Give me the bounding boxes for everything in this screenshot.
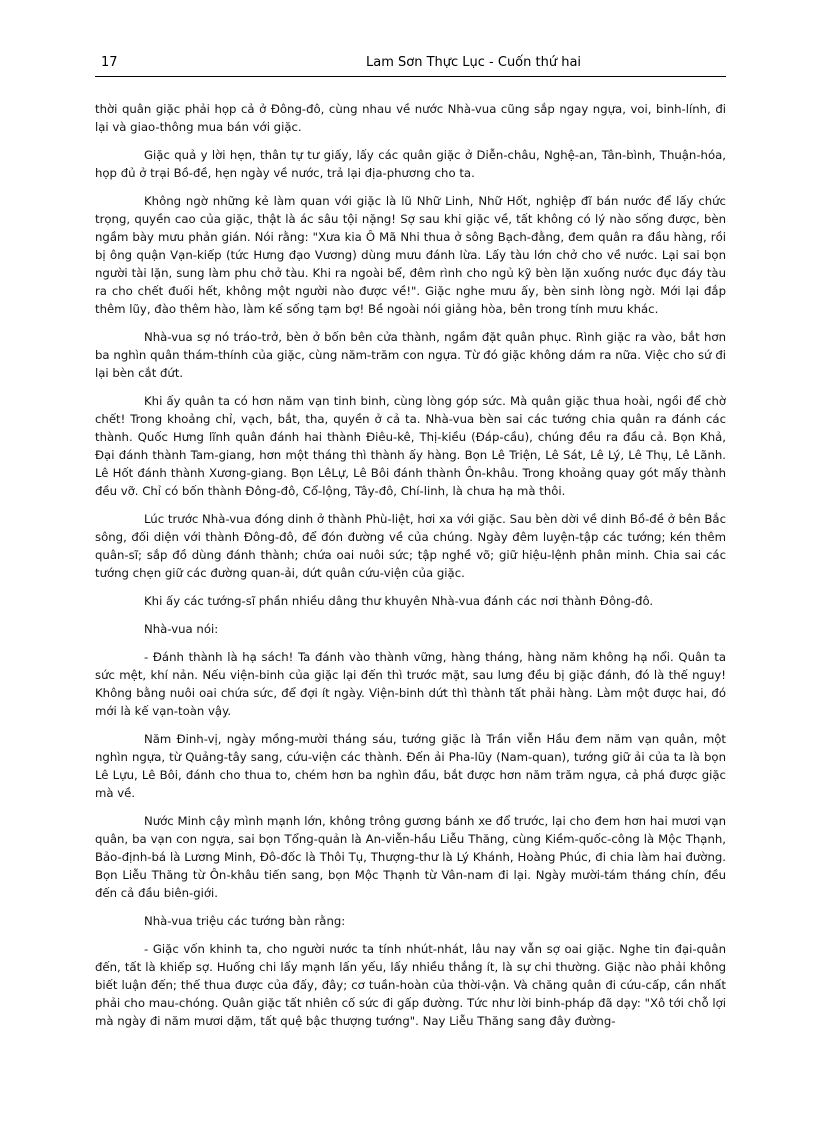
paragraph: Nhà-vua sợ nó tráo-trở, bèn ở bốn bên cửa thành, ngầm đặt quân phục. Rình giặc ra vào, bắt hơn ba nghìn quân thám-thính của giặc, cùng năm-trăm con ngựa. Từ đó giặc không dám ra nữa. Việc cho sứ đi lại bèn cắt đứt. (95, 330, 726, 380)
page-number: 17 (101, 55, 118, 70)
paragraph: Không ngờ những kẻ làm quan với giặc là lũ Nhữ Linh, Nhữ Hốt, nghiệp đĩ bán nước để lấy chức trọng, quyền cao của giặc, thật là ác sâu tội nặng! Sợ sau khi giặc về, tất không có lý nào sống được, bèn ngầm bày mưu phản gián. Nói rằng: "Xưa kia Ô Mã Nhi thua ở sông Bạch-đằng, đem quân ra đầu hàng, rồi bị ông quận Vạn-kiếp (tức Hưng đạo Vương) dùng mưu đánh lừa. Lấy tàu lớn chở cho về nước. Lại sai bọn người tài lặn, sung làm phu chở tàu. Khi ra ngoài bể, đêm rình cho ngủ kỹ bèn lặn xuống nước đục đáy tàu ra cho chết đuối hết, không một người nào được về!". Giặc nghe mưu ấy, bèn sinh lòng ngờ. Mới lại đắp thêm lũy, đào thêm hào, làm kế sống tạm bợ! Bề ngoài nói giảng hòa, bên trong tính mưu khác. (95, 194, 726, 316)
paragraph: Khi ấy các tướng-sĩ phần nhiều dâng thư khuyên Nhà-vua đánh các nơi thành Đông-đô. (144, 594, 654, 608)
paragraph: thời quân giặc phải họp cả ở Đông-đô, cùng nhau về nước Nhà-vua cũng sắp ngay ngựa, voi, binh-lính, đi lại và giao-thông mua bán với giặc. (95, 102, 726, 134)
paragraph: - Giặc vốn khinh ta, cho người nước ta tính nhút-nhát, lâu nay vẫn sợ oai giặc. Nghe tin đại-quân đến, tất là khiếp sợ. Huống chi lấy mạnh lấn yếu, lấy nhiều thắng ít, là sự chi thường. Giặc nào phải không biết luận đến; thế thua được của đấy, đây; cơ tuần-hoàn của thời-vận. Và chăng quân đi cứu-cấp, cần nhất phải cho mau-chóng. Quân giặc tất nhiên cố sức đi gấp đường. Tức như lời binh-pháp đã dạy: "Xô tới chỗ lợi mà ngày đi năm mươi dặm, tất quệ bậc thượng tướng". Nay Liễu Thăng sang đây đường- (95, 942, 726, 1028)
running-title: Lam Sơn Thực Lục - Cuốn thứ hai (366, 55, 582, 70)
paragraph: Lúc trước Nhà-vua đóng dinh ở thành Phù-liệt, hơi xa với giặc. Sau bèn dời về dinh Bồ-đề ở bên Bắc sông, đối diện với thành Đông-đô, để đón đường về của chúng. Ngày đêm luyện-tập các tướng; kén thêm quân-sĩ; sắp đồ dùng đánh thành; chứa oai nuôi sức; tập nghề võ; giữ hiệu-lệnh phân minh. Chia sai các tướng chẹn giữ các đường quan-ải, dứt quân cứu-viện của giặc. (95, 512, 726, 580)
body-text (95, 100, 726, 1040)
paragraph: Năm Đinh-vị, ngày mồng-mười tháng sáu, tướng giặc là Trần viễn Hầu đem năm vạn quân, một nghìn ngựa, từ Quảng-tây sang, cứu-viện các thành. Đến ải Pha-lũy (Nam-quan), tướng giữ ải của ta là bọn Lê Lựu, Lê Bôi, đánh cho thua to, chém hơn ba nghìn đầu, bắt được hơn năm trăm ngựa, cả phá được giặc mà về. (95, 732, 726, 800)
page-header (95, 52, 726, 77)
paragraph: Nhà-vua nói: (144, 622, 219, 636)
paragraph: Nước Minh cậy mình mạnh lớn, không trông gương bánh xe đổ trước, lại cho đem hơn hai mươi vạn quân, ba vạn con ngựa, sai bọn Tổng-quản là An-viễn-hầu Liễu Thăng, cùng Kiềm-quốc-công là Mộc Thạnh, Bảo-định-bá là Lương Minh, Đô-đốc là Thôi Tụ, Thượng-thư là Lý Khánh, Hoàng Phúc, đi chia làm hai đường. Bọn Liễu Thăng từ Ôn-khâu tiến sang, bọn Mộc Thạnh từ Vân-nam đi lại. Ngày mười-tám tháng chín, đều đến cả đầu biên-giới. (95, 814, 726, 900)
paragraph: - Đánh thành là hạ sách! Ta đánh vào thành vững, hàng tháng, hàng năm không hạ nổi. Quân ta sức mệt, khí nản. Nếu viện-binh của giặc lại đến thì trước mặt, sau lưng đều bị giặc đánh, đó là thế nguy! Không bằng nuôi oai chứa sức, để đợi ít ngày. Viện-binh dứt thì thành tất phải hàng. Làm một được hai, đó mới là kế vạn-toàn vậy. (95, 650, 726, 718)
paragraph: Giặc quả y lời hẹn, thân tự tư giấy, lấy các quân giặc ở Diễn-châu, Nghệ-an, Tân-bình, Thuận-hóa, họp đủ ở trại Bồ-đề, hẹn ngày về nước, trả lại địa-phương cho ta. (95, 148, 726, 180)
paragraph: Khi ấy quân ta có hơn năm vạn tinh binh, cùng lòng góp sức. Mà quân giặc thua hoài, ngồi để chờ chết! Trong khoảng chỉ, vạch, bắt, tha, quyền ở cả ta. Nhà-vua bèn sai các tướng chia quân ra đánh các thành. Quốc Hưng lĩnh quân đánh hai thành Điêu-kê, Thị-kiều (Đáp-cầu), chúng đều ra đầu cả. Bọn Khả, Đại đánh thành Tam-giang, hơn một tháng thì thành ấy hàng. Bọn Lê Triện, Lê Sát, Lê Lý, Lê Thụ, Lê Lãnh. Lê Hốt đánh thành Xương-giang. Bọn LêLự, Lê Bôi đánh thành Ôn-khâu. Trong khoảng quay gót mấy thành đều vỡ. Chỉ có bốn thành Đông-đô, Cổ-lộng, Tây-đô, Chí-linh, là chưa hạ mà thôi. (95, 394, 726, 498)
paragraph: Nhà-vua triệu các tướng bàn rằng: (144, 914, 346, 928)
